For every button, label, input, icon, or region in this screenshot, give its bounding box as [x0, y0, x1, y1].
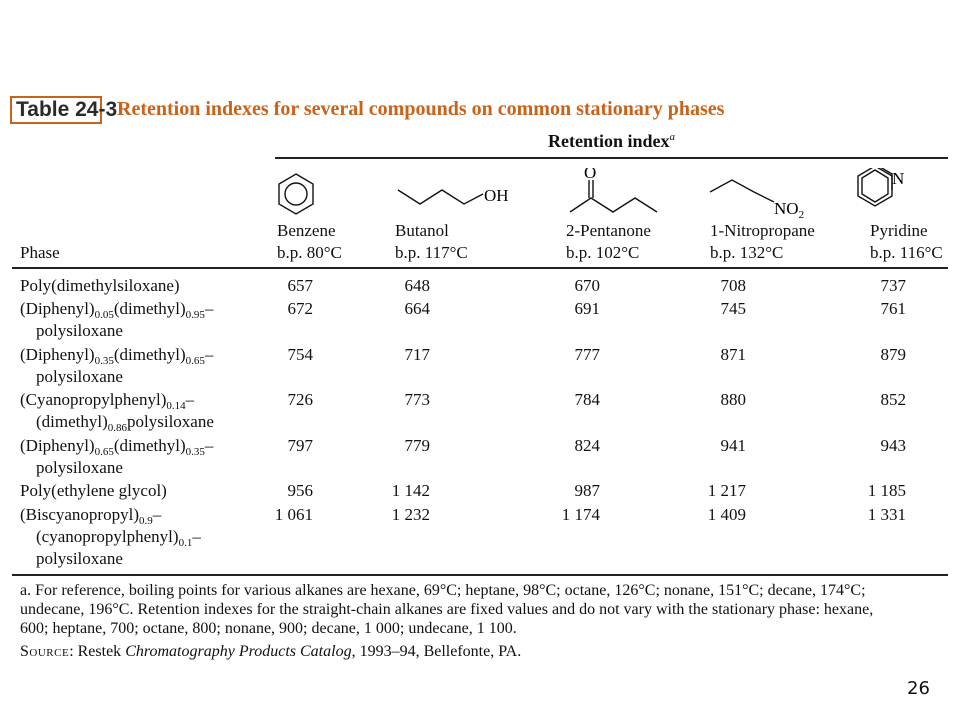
value-cell: 941	[720, 436, 746, 455]
compound-bp-butanol: b.p. 117°C	[395, 243, 468, 262]
value-cell: 824	[574, 436, 600, 455]
retention-index-label: Retention index	[548, 131, 670, 151]
source-label: Source	[20, 643, 70, 660]
value-cell: 1 217	[707, 481, 746, 500]
value-cell: 784	[574, 390, 600, 409]
butanol-structure-icon	[398, 190, 483, 204]
value-cell: 871	[720, 345, 746, 364]
phase-name: $(Cyanopropylphenyl)_{0.14}-$	[20, 390, 195, 412]
table-title: Retention indexes for several compounds on common stationary phases	[117, 98, 725, 120]
nitropropane-structure-icon	[710, 180, 774, 202]
compound-name-pyridine: Pyridine	[870, 221, 928, 240]
page-number: 26	[907, 678, 930, 699]
table-label: Table 24-3	[10, 96, 102, 124]
phase-name-continued: polysiloxane	[36, 549, 123, 568]
value-cell: 1 142	[391, 481, 430, 500]
retention-index-header	[548, 131, 675, 152]
value-cell: 737	[880, 276, 906, 295]
value-cell: 648	[404, 276, 430, 295]
value-cell: 777	[574, 345, 600, 364]
phase-name-continued: $(dimethyl)_{0.86}polysiloxane$	[36, 412, 214, 434]
compound-bp-pyridine: b.p. 116°C	[870, 243, 943, 262]
value-cell: 717	[404, 345, 430, 364]
compound-name-butanol: Butanol	[395, 221, 449, 240]
phase-name-continued: $(cyanopropylphenyl)_{0.1}-$	[36, 527, 201, 549]
retention-index-footnote-mark: a	[669, 131, 675, 143]
source-title: Chromatography Products Catalog	[125, 643, 352, 660]
phase-name: $(Diphenyl)_{0.65}(dimethyl)_{0.35}-$	[20, 436, 214, 458]
footnote-line: a. For reference, boiling points for various alkanes are hexane, 69°C; heptane, 98°C; octane, 126°C; nonane, 151°C; decane, 174°C;	[20, 582, 866, 599]
header-rule	[275, 157, 948, 159]
value-cell: 956	[287, 481, 313, 500]
compound-bp-1-nitropropane: b.p. 132°C	[710, 243, 784, 262]
compound-bp-benzene: b.p. 80°C	[277, 243, 342, 262]
value-cell: 773	[404, 390, 430, 409]
value-cell: 691	[574, 299, 600, 318]
source-line: Source: Restek Chromatography Products Catalog, 1993–94, Bellefonte, PA.	[20, 643, 522, 660]
value-cell: 726	[287, 390, 313, 409]
phase-name: $(Biscyanopropyl)_{0.9}-$	[20, 505, 162, 527]
value-cell: 745	[720, 299, 746, 318]
value-cell: 987	[574, 481, 600, 500]
table-bottom-rule	[12, 574, 948, 576]
pyridine-n-label: N	[892, 169, 905, 188]
benzene-structure-icon	[279, 174, 313, 214]
phase-name-continued: polysiloxane	[36, 367, 123, 386]
butanol-oh-label: OH	[484, 186, 509, 205]
value-cell: 879	[880, 345, 906, 364]
compound-bp-2-pentanone: b.p. 102°C	[566, 243, 640, 262]
pentanone-structure-icon	[570, 180, 657, 212]
value-cell: 708	[720, 276, 746, 295]
value-cell: 1 331	[867, 505, 906, 524]
value-cell: 761	[880, 299, 906, 318]
phase-name: Poly(dimethylsiloxane)	[20, 276, 180, 295]
value-cell: 1 061	[274, 505, 313, 524]
phase-name: $(Diphenyl)_{0.35}(dimethyl)_{0.65}-$	[20, 345, 214, 367]
value-cell: 943	[880, 436, 906, 455]
footnote-line: undecane, 196°C. Retention indexes for the straight-chain alkanes are fixed values and do not vary with the stationary phase: hexane,	[20, 601, 874, 618]
phase-name-continued: polysiloxane	[36, 458, 123, 477]
column-header-rule	[12, 267, 948, 269]
phase-column-header: Phase	[20, 243, 60, 262]
value-cell: 880	[720, 390, 746, 409]
value-cell: 672	[287, 299, 313, 318]
pentanone-o-label: O	[584, 168, 597, 182]
compound-name-2-pentanone: 2-Pentanone	[566, 221, 651, 240]
phase-name-continued: polysiloxane	[36, 321, 123, 340]
phase-name: Poly(ethylene glycol)	[20, 481, 167, 500]
value-cell: 664	[404, 299, 430, 318]
compound-name-benzene: Benzene	[277, 221, 336, 240]
value-cell: 1 232	[391, 505, 430, 524]
value-cell: 1 174	[561, 505, 600, 524]
value-cell: 1 185	[867, 481, 906, 500]
value-cell: 797	[287, 436, 313, 455]
pyridine-structure-icon	[858, 168, 892, 206]
value-cell: 852	[880, 390, 906, 409]
value-cell: 670	[574, 276, 600, 295]
compound-name-1-nitropropane: 1-Nitropropane	[710, 221, 815, 240]
value-cell: 779	[404, 436, 430, 455]
value-cell: 1 409	[707, 505, 746, 524]
value-cell: 754	[287, 345, 313, 364]
nitro-group-label: $NO_2$	[774, 199, 805, 221]
value-cell: 657	[287, 276, 313, 295]
structure-drawings	[270, 168, 950, 224]
footnote-line: 600; heptane, 700; octane, 800; nonane, 900; decane, 1 000; undecane, 1 100.	[20, 620, 517, 637]
phase-name: $(Diphenyl)_{0.05}(dimethyl)_{0.95}-$	[20, 299, 214, 321]
